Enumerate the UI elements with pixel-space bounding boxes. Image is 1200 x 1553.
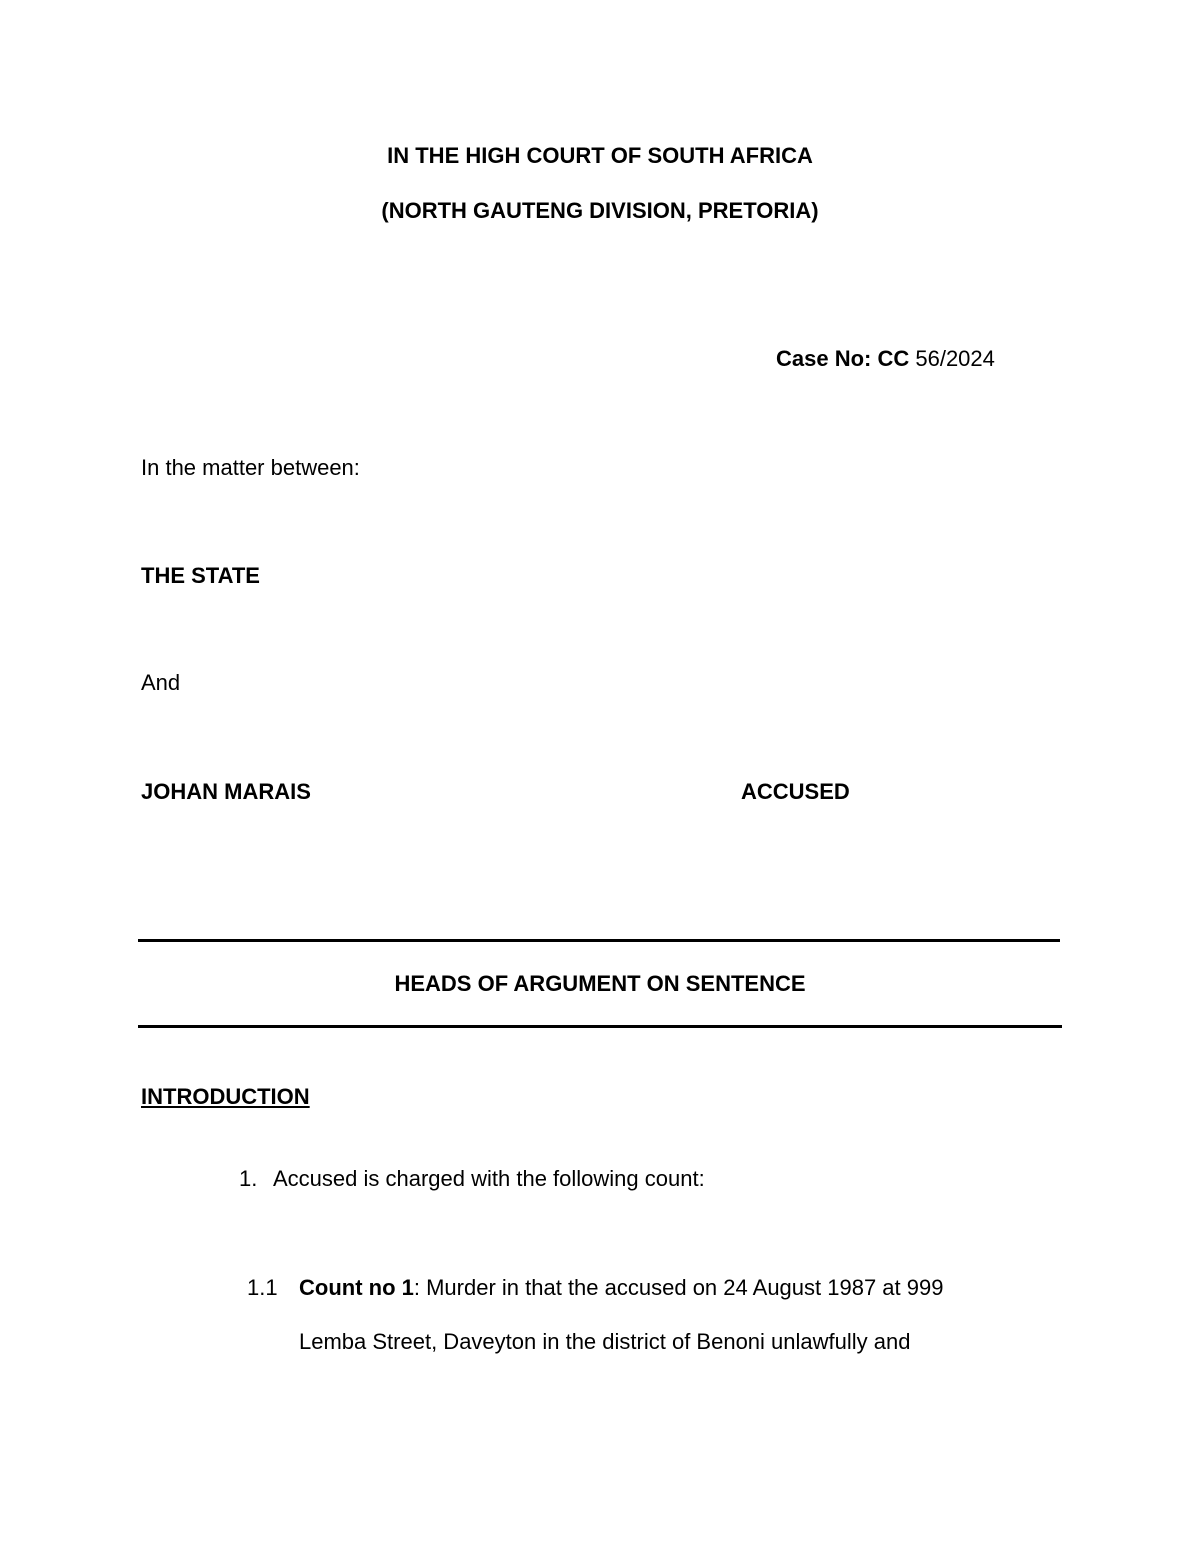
party-conjunction: And	[141, 670, 181, 695]
section-heading: INTRODUCTION	[141, 1084, 310, 1109]
list-item-text: Accused is charged with the following count:	[273, 1166, 705, 1191]
title-rule-top	[138, 939, 1060, 942]
case-number	[776, 346, 995, 372]
sublist-item-line-1	[299, 1275, 943, 1301]
sublist-item-line-2: Lemba Street, Daveyton in the district of Benoni unlawfully and	[299, 1329, 911, 1354]
party-state: THE STATE	[141, 563, 260, 588]
count-text: : Murder in that the accused on 24 August 1987 at 999	[413, 1275, 944, 1300]
sublist-item-number: 1.1	[247, 1275, 278, 1300]
case-number-value: 56/2024	[909, 346, 995, 371]
court-name: IN THE HIGH COURT OF SOUTH AFRICA	[387, 143, 813, 168]
document-title: HEADS OF ARGUMENT ON SENTENCE	[394, 971, 806, 996]
title-rule-bottom	[138, 1025, 1062, 1028]
accused-role: ACCUSED	[741, 779, 850, 804]
court-division: (NORTH GAUTENG DIVISION, PRETORIA)	[381, 198, 819, 223]
matter-intro: In the matter between:	[141, 455, 360, 480]
count-label: Count no 1	[299, 1275, 414, 1300]
accused-name: JOHAN MARAIS	[141, 779, 311, 804]
case-number-label: Case No: CC	[776, 346, 910, 371]
list-item-number: 1.	[239, 1166, 258, 1191]
